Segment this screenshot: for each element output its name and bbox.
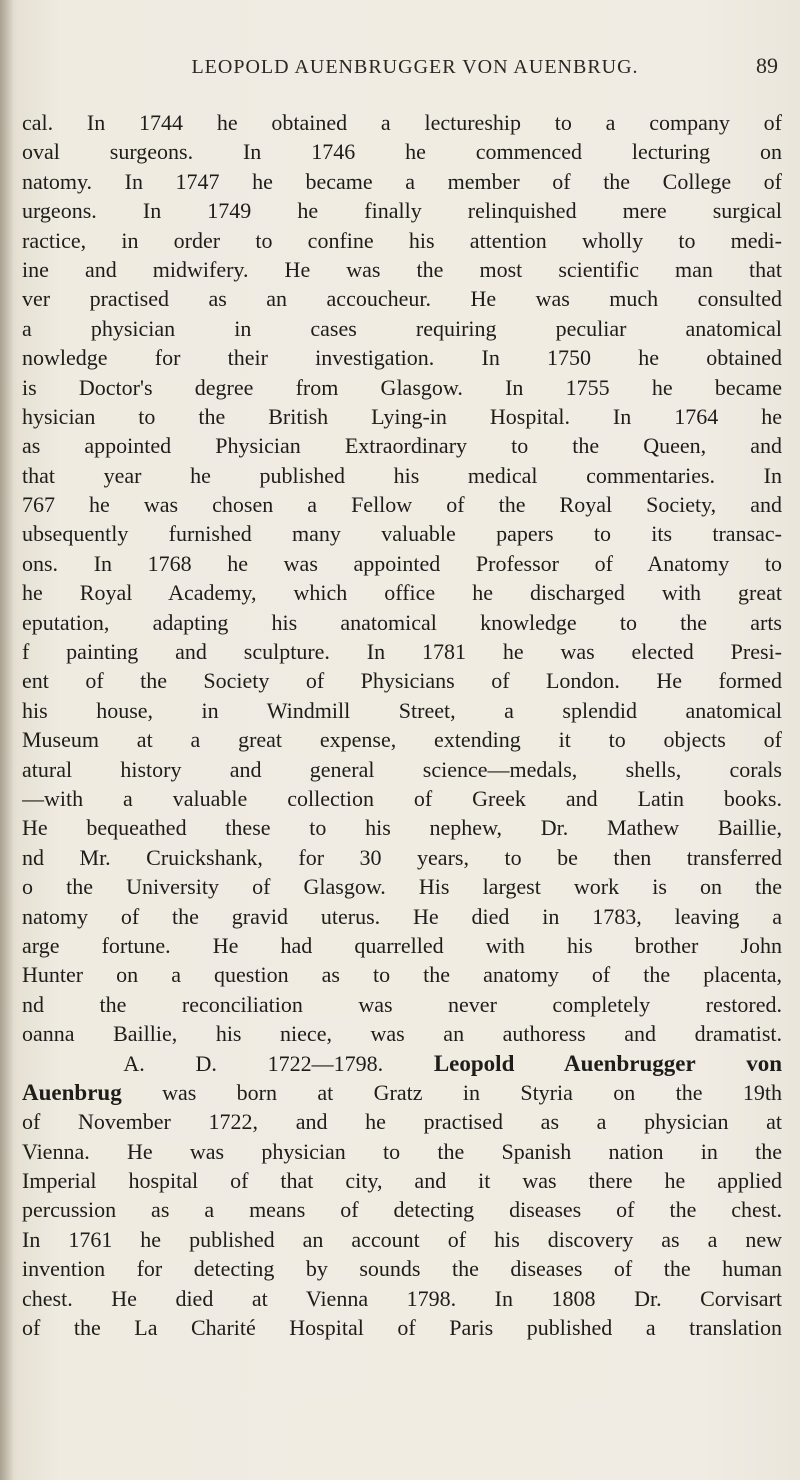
- entry-heading-line: [22, 1049, 782, 1078]
- text-line: that year he published his medical commentaries. In: [22, 462, 782, 488]
- text-line: of November 1722, and he practised as a physician at: [22, 1109, 782, 1135]
- text-line: ractice, in order to confine his attention wholly to medi-: [22, 227, 782, 253]
- text-line: urgeons. In 1749 he finally relinquished mere surgical: [22, 198, 782, 224]
- text-line: arge fortune. He had quarrelled with his brother John: [22, 932, 782, 958]
- text-line: cal. In 1744 he obtained a lectureship to a company of: [22, 110, 782, 135]
- body-text: [22, 108, 782, 1342]
- text-line: Imperial hospital of that city, and it was there he applied: [22, 1168, 782, 1194]
- text-line: In 1761 he published an account of his discovery as a new: [22, 1226, 782, 1252]
- text-line: nd the reconciliation was never completely restored.: [22, 991, 782, 1017]
- text-line: is Doctor's degree from Glasgow. In 1755 he became: [22, 374, 782, 400]
- text-line: percussion as a means of detecting diseases of the chest.: [22, 1197, 782, 1223]
- text-line: nd Mr. Cruickshank, for 30 years, to be then transferred: [22, 844, 782, 870]
- text-line: oval surgeons. In 1746 he commenced lecturing on: [22, 139, 782, 165]
- text-line: Hunter on a question as to the anatomy of the placenta,: [22, 962, 782, 988]
- text-line: eputation, adapting his anatomical knowledge to the arts: [22, 609, 782, 635]
- entry-name: Leopold Auenbrugger von: [433, 1050, 782, 1076]
- text-line: invention for detecting by sounds the diseases of the human: [22, 1256, 782, 1282]
- entry-date: A. D. 1722—1798.: [123, 1050, 384, 1076]
- text-line: chest. He died at Vienna 1798. In 1808 Dr. Corvisart: [22, 1285, 782, 1311]
- text-line: o the University of Glasgow. His largest work is on the: [22, 874, 782, 900]
- text-line: atural history and general science—medals, shells, corals: [22, 756, 782, 782]
- text-line: —with a valuable collection of Greek and Latin books.: [22, 785, 782, 811]
- gutter-shadow: [0, 0, 14, 1480]
- text-line: as appointed Physician Extraordinary to the Queen, and: [22, 433, 782, 459]
- text-line: hysician to the British Lying-in Hospital. In 1764 he: [22, 403, 782, 429]
- text-line: of the La Charité Hospital of Paris published a translation: [22, 1315, 782, 1341]
- text-line: Vienna. He was physician to the Spanish nation in the: [22, 1138, 782, 1164]
- text-line: oanna Baillie, his niece, was an authoress and dramatist.: [22, 1021, 782, 1047]
- text-line: Museum at a great expense, extending it to objects of: [22, 727, 782, 753]
- text-line: nowledge for their investigation. In 1750 he obtained: [22, 345, 782, 371]
- text-line: He bequeathed these to his nephew, Dr. Mathew Baillie,: [22, 815, 782, 841]
- text-line: ent of the Society of Physicians of London. He formed: [22, 668, 782, 694]
- text-line: natomy. In 1747 he became a member of the College of: [22, 168, 782, 194]
- text-line: natomy of the gravid uterus. He died in 1783, leaving a: [22, 903, 782, 929]
- text-line: ons. In 1768 he was appointed Professor of Anatomy to: [22, 550, 782, 576]
- text-line: f painting and sculpture. In 1781 he was elected Presi-: [22, 639, 782, 665]
- text-line: ver practised as an accoucheur. He was much consulted: [22, 286, 782, 312]
- entry-name-cont: Auenbrug: [22, 1079, 122, 1105]
- text-line: 767 he was chosen a Fellow of the Royal Society, and: [22, 492, 782, 518]
- entry-text: was born at Gratz in Styria on the 19th: [162, 1079, 782, 1105]
- page-number: 89: [756, 53, 778, 78]
- running-head: LEOPOLD AUENBRUGGER VON AUENBRUG.: [191, 56, 639, 78]
- text-line: a physician in cases requiring peculiar anatomical: [22, 315, 782, 341]
- text-line: he Royal Academy, which office he discharged with great: [22, 580, 782, 606]
- entry-heading-line-2: [22, 1078, 782, 1107]
- text-line: ine and midwifery. He was the most scientific man that: [22, 256, 782, 282]
- text-line: his house, in Windmill Street, a splendid anatomical: [22, 697, 782, 723]
- text-line: ubsequently furnished many valuable papers to its transac-: [22, 521, 782, 547]
